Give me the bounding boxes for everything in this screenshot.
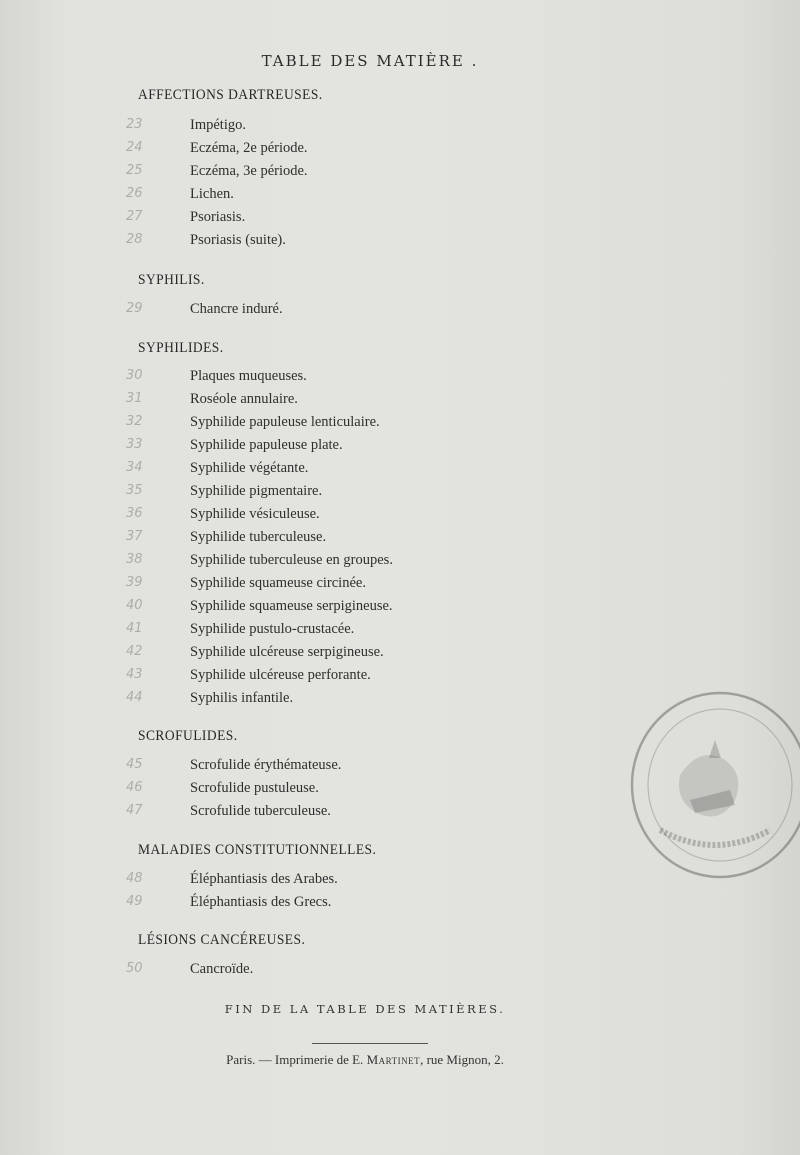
divider xyxy=(312,1043,428,1044)
section-heading-syphilis: SYPHILIS. xyxy=(138,272,205,288)
end-of-contents: FIN DE LA TABLE DES MATIÈRES. xyxy=(224,1002,506,1016)
entry-label: Scrofulide pustuleuse. xyxy=(190,780,319,796)
entry-label: Eczéma, 3e période. xyxy=(190,163,308,179)
toc-entry xyxy=(0,894,700,916)
plate-number: 33 xyxy=(126,437,143,452)
entry-label: Syphilide pigmentaire. xyxy=(190,483,323,499)
page-title: TABLE DES MATIÈRE . xyxy=(261,52,479,70)
toc-entry xyxy=(0,757,700,779)
plate-number: 29 xyxy=(126,301,143,316)
toc-entry xyxy=(0,460,700,482)
imprint-prefix: Paris. — Imprimerie de E. xyxy=(226,1052,364,1067)
entry-label: Syphilide vésiculeuse. xyxy=(190,506,320,522)
toc-entry xyxy=(0,667,700,689)
toc-entry xyxy=(0,209,700,231)
toc-entry xyxy=(0,690,700,712)
entry-label: Syphilide papuleuse plate. xyxy=(190,437,343,453)
entry-label: Psoriasis. xyxy=(190,209,246,225)
plate-number: 27 xyxy=(126,209,143,224)
toc-entry xyxy=(0,186,700,208)
entry-label: Syphilide tuberculeuse en groupes. xyxy=(190,552,393,568)
imprint-suffix: , rue Mignon, 2. xyxy=(420,1052,504,1067)
toc-entry xyxy=(0,621,700,643)
plate-number: 24 xyxy=(126,140,143,155)
plate-number: 23 xyxy=(126,117,143,132)
toc-entry xyxy=(0,140,700,162)
plate-number: 28 xyxy=(126,232,143,247)
section-heading-lesions-cancereuses: LÉSIONS CANCÉREUSES. xyxy=(138,932,306,948)
entry-label: Éléphantiasis des Grecs. xyxy=(190,894,332,910)
toc-entry xyxy=(0,232,700,254)
plate-number: 38 xyxy=(126,552,143,567)
section-heading-maladies-constitutionnelles: MALADIES CONSTITUTIONNELLES. xyxy=(138,842,377,858)
entry-label: Roséole annulaire. xyxy=(190,391,298,407)
entry-label: Chancre induré. xyxy=(190,301,283,317)
plate-number: 45 xyxy=(126,757,143,772)
plate-number: 36 xyxy=(126,506,143,521)
plate-number: 35 xyxy=(126,483,143,498)
toc-entry xyxy=(0,529,700,551)
plate-number: 48 xyxy=(126,871,143,886)
plate-number: 40 xyxy=(126,598,143,613)
entry-label: Plaques muqueuses. xyxy=(190,368,307,384)
toc-entry xyxy=(0,506,700,528)
entry-label: Syphilis infantile. xyxy=(190,690,294,706)
plate-number: 34 xyxy=(126,460,143,475)
toc-entry xyxy=(0,117,700,139)
entry-label: Syphilide squameuse circinée. xyxy=(190,575,366,591)
toc-entry xyxy=(0,644,700,666)
entry-label: Syphilide ulcéreuse serpigineuse. xyxy=(190,644,384,660)
toc-entry xyxy=(0,552,700,574)
toc-entry xyxy=(0,961,700,983)
toc-entry xyxy=(0,575,700,597)
plate-number: 30 xyxy=(126,368,143,383)
plate-number: 26 xyxy=(126,186,143,201)
library-stamp-icon xyxy=(620,680,800,890)
entry-label: Syphilide ulcéreuse perforante. xyxy=(190,667,371,683)
plate-number: 32 xyxy=(126,414,143,429)
toc-entry xyxy=(0,871,700,893)
entry-label: Syphilide squameuse serpigineuse. xyxy=(190,598,393,614)
entry-label: Éléphantiasis des Arabes. xyxy=(190,871,338,887)
plate-number: 42 xyxy=(126,644,143,659)
section-heading-affections-dartreuses: AFFECTIONS DARTREUSES. xyxy=(138,87,323,103)
plate-number: 47 xyxy=(126,803,143,818)
plate-number: 50 xyxy=(126,961,143,976)
section-heading-scrofulides: SCROFULIDES. xyxy=(138,728,238,744)
plate-number: 44 xyxy=(126,690,143,705)
section-heading-syphilides: SYPHILIDES. xyxy=(138,340,224,356)
toc-entry xyxy=(0,368,700,390)
plate-number: 41 xyxy=(126,621,143,636)
imprint-name: Martinet xyxy=(366,1052,421,1067)
entry-label: Syphilide papuleuse lenticulaire. xyxy=(190,414,380,430)
toc-entry xyxy=(0,414,700,436)
entry-label: Syphilide végétante. xyxy=(190,460,309,476)
entry-label: Syphilide pustulo-crustacée. xyxy=(190,621,355,637)
entry-label: Psoriasis (suite). xyxy=(190,232,286,248)
toc-entry xyxy=(0,301,700,323)
entry-label: Eczéma, 2e période. xyxy=(190,140,308,156)
plate-number: 31 xyxy=(126,391,143,406)
toc-entry xyxy=(0,391,700,413)
plate-number: 37 xyxy=(126,529,143,544)
printer-imprint xyxy=(0,1052,730,1068)
entry-label: Scrofulide érythémateuse. xyxy=(190,757,342,773)
entry-label: Syphilide tuberculeuse. xyxy=(190,529,327,545)
plate-number: 39 xyxy=(126,575,143,590)
plate-number: 49 xyxy=(126,894,143,909)
plate-number: 46 xyxy=(126,780,143,795)
toc-entry xyxy=(0,780,700,802)
toc-entry xyxy=(0,598,700,620)
toc-entry xyxy=(0,483,700,505)
toc-entry xyxy=(0,437,700,459)
plate-number: 25 xyxy=(126,163,143,178)
plate-number: 43 xyxy=(126,667,143,682)
toc-entry xyxy=(0,803,700,825)
entry-label: Impétigo. xyxy=(190,117,246,133)
entry-label: Lichen. xyxy=(190,186,234,202)
entry-label: Scrofulide tuberculeuse. xyxy=(190,803,331,819)
entry-label: Cancroïde. xyxy=(190,961,254,977)
toc-entry xyxy=(0,163,700,185)
